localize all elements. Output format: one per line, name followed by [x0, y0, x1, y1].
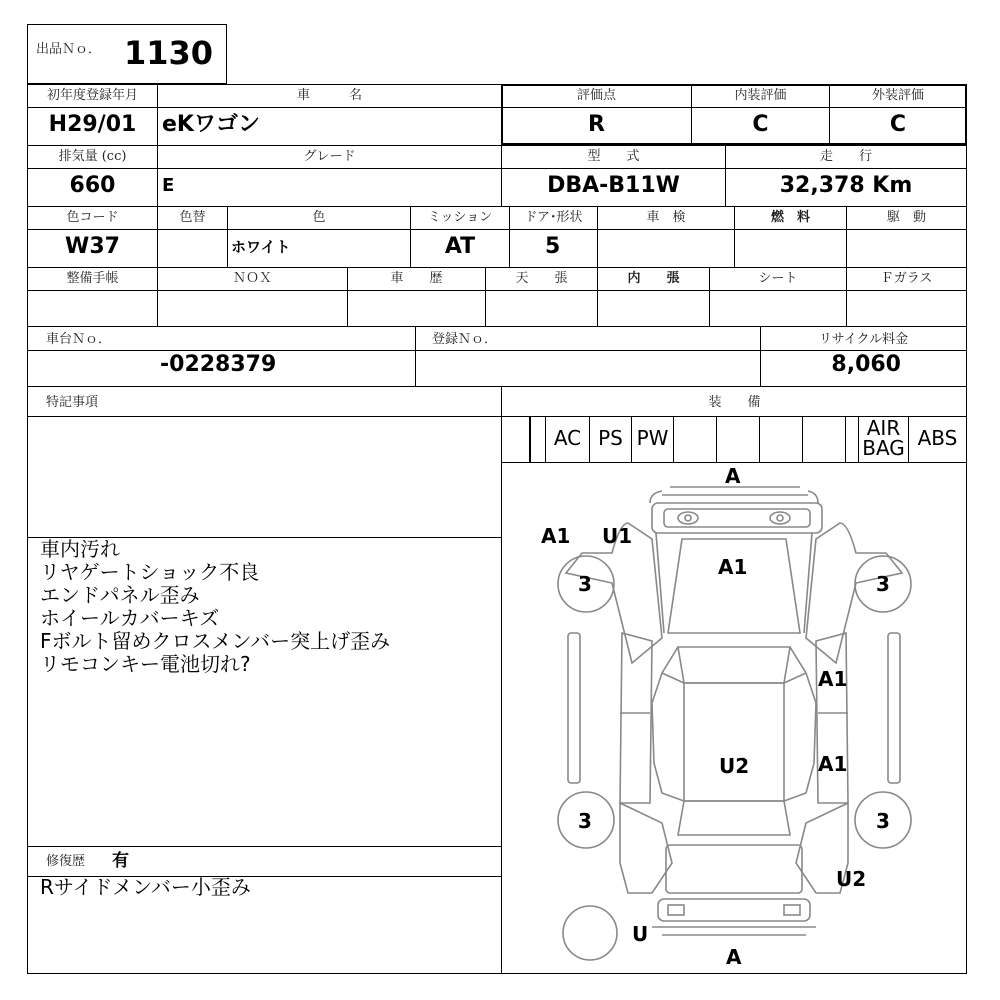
exterior-value: C	[889, 112, 907, 137]
damage-mark: A1	[818, 752, 848, 776]
lot-label: 出品Ｎｏ．	[36, 42, 102, 57]
note-line: 車内汚れ	[40, 537, 120, 561]
equipment-cell: AIR BAG	[858, 416, 908, 462]
mileage-label: 走 行	[819, 149, 872, 164]
interior-value: C	[752, 112, 769, 137]
color-label: 色	[312, 210, 326, 225]
first-reg-value: H29/01	[48, 112, 137, 137]
inspection-label: 車 検	[646, 210, 686, 225]
car-name-value: eKワゴン	[162, 112, 260, 137]
rear-bumper-shape	[658, 899, 810, 921]
roof-shape	[684, 683, 784, 801]
interior-roof-label: 内 張	[627, 271, 680, 286]
score-value: R	[588, 112, 605, 137]
equipment-cell	[759, 416, 802, 462]
damage-mark: A1	[718, 555, 748, 579]
repair-note: Rサイドメンバー小歪み	[40, 875, 251, 899]
equipment-cell: PW	[631, 416, 673, 462]
note-line: エンドパネル歪み	[40, 583, 200, 607]
equipment-cell: AC	[545, 416, 589, 462]
fuel-label: 燃 料	[770, 210, 810, 225]
mileage-value: 32,378 Km	[779, 173, 913, 198]
repair-label: 修復歴	[46, 854, 86, 869]
grade-value: E	[162, 175, 175, 196]
score-label: 評価点	[576, 88, 616, 103]
interior-label: 内装評価	[734, 88, 787, 103]
drive-label: 駆 動	[886, 210, 926, 225]
damage-mark: A1	[541, 524, 571, 548]
mission-label: ミッション	[427, 210, 493, 225]
lot-number: 1130	[124, 34, 214, 72]
nox-label: ＮＯＸ	[232, 271, 272, 286]
history-label: 車 歴	[390, 271, 443, 286]
equipment-cell	[802, 416, 845, 462]
seat-label: シート	[758, 271, 798, 286]
chassis-label: 車台Ｎｏ．	[46, 332, 112, 347]
damage-mark: A	[726, 945, 742, 969]
color-code-value: W37	[65, 234, 120, 259]
tailgate-shape	[666, 845, 802, 893]
equipment-cell: PS	[589, 416, 631, 462]
hood-shape	[668, 539, 800, 633]
left-doors	[620, 633, 652, 803]
damage-mark: A1	[818, 667, 848, 691]
windshield-shape	[678, 647, 790, 683]
first-reg-label: 初年度登録年月	[46, 88, 138, 103]
car-name-label: 車 名	[296, 88, 362, 103]
damage-mark: U1	[602, 524, 633, 548]
note-line: Fボルト留めクロスメンバー突上げ歪み	[40, 629, 391, 653]
door-value: 5	[545, 234, 561, 259]
equipment-cell	[716, 416, 759, 462]
rear-glass-shape	[678, 801, 790, 835]
equipment-cell	[673, 416, 716, 462]
car-damage-diagram	[502, 463, 966, 973]
damage-mark: 3	[876, 809, 890, 833]
reg-no-label: 登録Ｎｏ．	[432, 332, 498, 347]
damage-mark: 3	[876, 572, 890, 596]
color-value: ホワイト	[231, 238, 291, 256]
equipment-cell	[530, 416, 545, 462]
right-doors	[816, 633, 848, 803]
maintenance-label: 整備手帳	[66, 271, 119, 286]
model-value: DBA-B11W	[547, 173, 680, 198]
note-line: リモコンキー電池切れ?	[40, 652, 251, 676]
mission-value: AT	[444, 234, 476, 259]
equipment-cell	[845, 416, 858, 462]
color-code-label: 色コード	[66, 210, 119, 225]
recycle-value: 8,060	[831, 352, 901, 377]
grade-label: グレード	[303, 149, 356, 164]
damage-mark: 3	[578, 809, 592, 833]
exterior-label: 外装評価	[871, 88, 924, 103]
recycle-label: リサイクル料金	[818, 332, 909, 347]
notes-label: 特記事項	[46, 395, 99, 410]
sunroof-label: 天 張	[515, 271, 568, 286]
note-line: リヤゲートショック不良	[40, 560, 260, 584]
repair-value: 有	[112, 851, 129, 871]
chassis-value: -0228379	[160, 352, 277, 377]
equipment-label: 装 備	[708, 395, 761, 410]
displacement-value: 660	[69, 173, 116, 198]
equipment-cell: ABS	[908, 416, 966, 462]
damage-mark: 3	[578, 572, 592, 596]
displacement-label: 排気量 (cc)	[58, 149, 127, 164]
damage-mark: U2	[836, 867, 867, 891]
damage-mark: A	[725, 464, 741, 488]
note-line: ホイールカバーキズ	[40, 606, 220, 630]
fglass-label: Ｆガラス	[880, 271, 933, 286]
color-change-label: 色替	[179, 210, 206, 225]
rear-fenders	[620, 803, 848, 893]
damage-mark: U2	[719, 754, 750, 778]
damage-mark: U	[632, 922, 649, 946]
model-label: 型 式	[587, 149, 640, 164]
front-bumper-shape	[650, 487, 818, 503]
spare-wheel	[563, 906, 617, 960]
door-label: ドア･形状	[524, 210, 583, 225]
